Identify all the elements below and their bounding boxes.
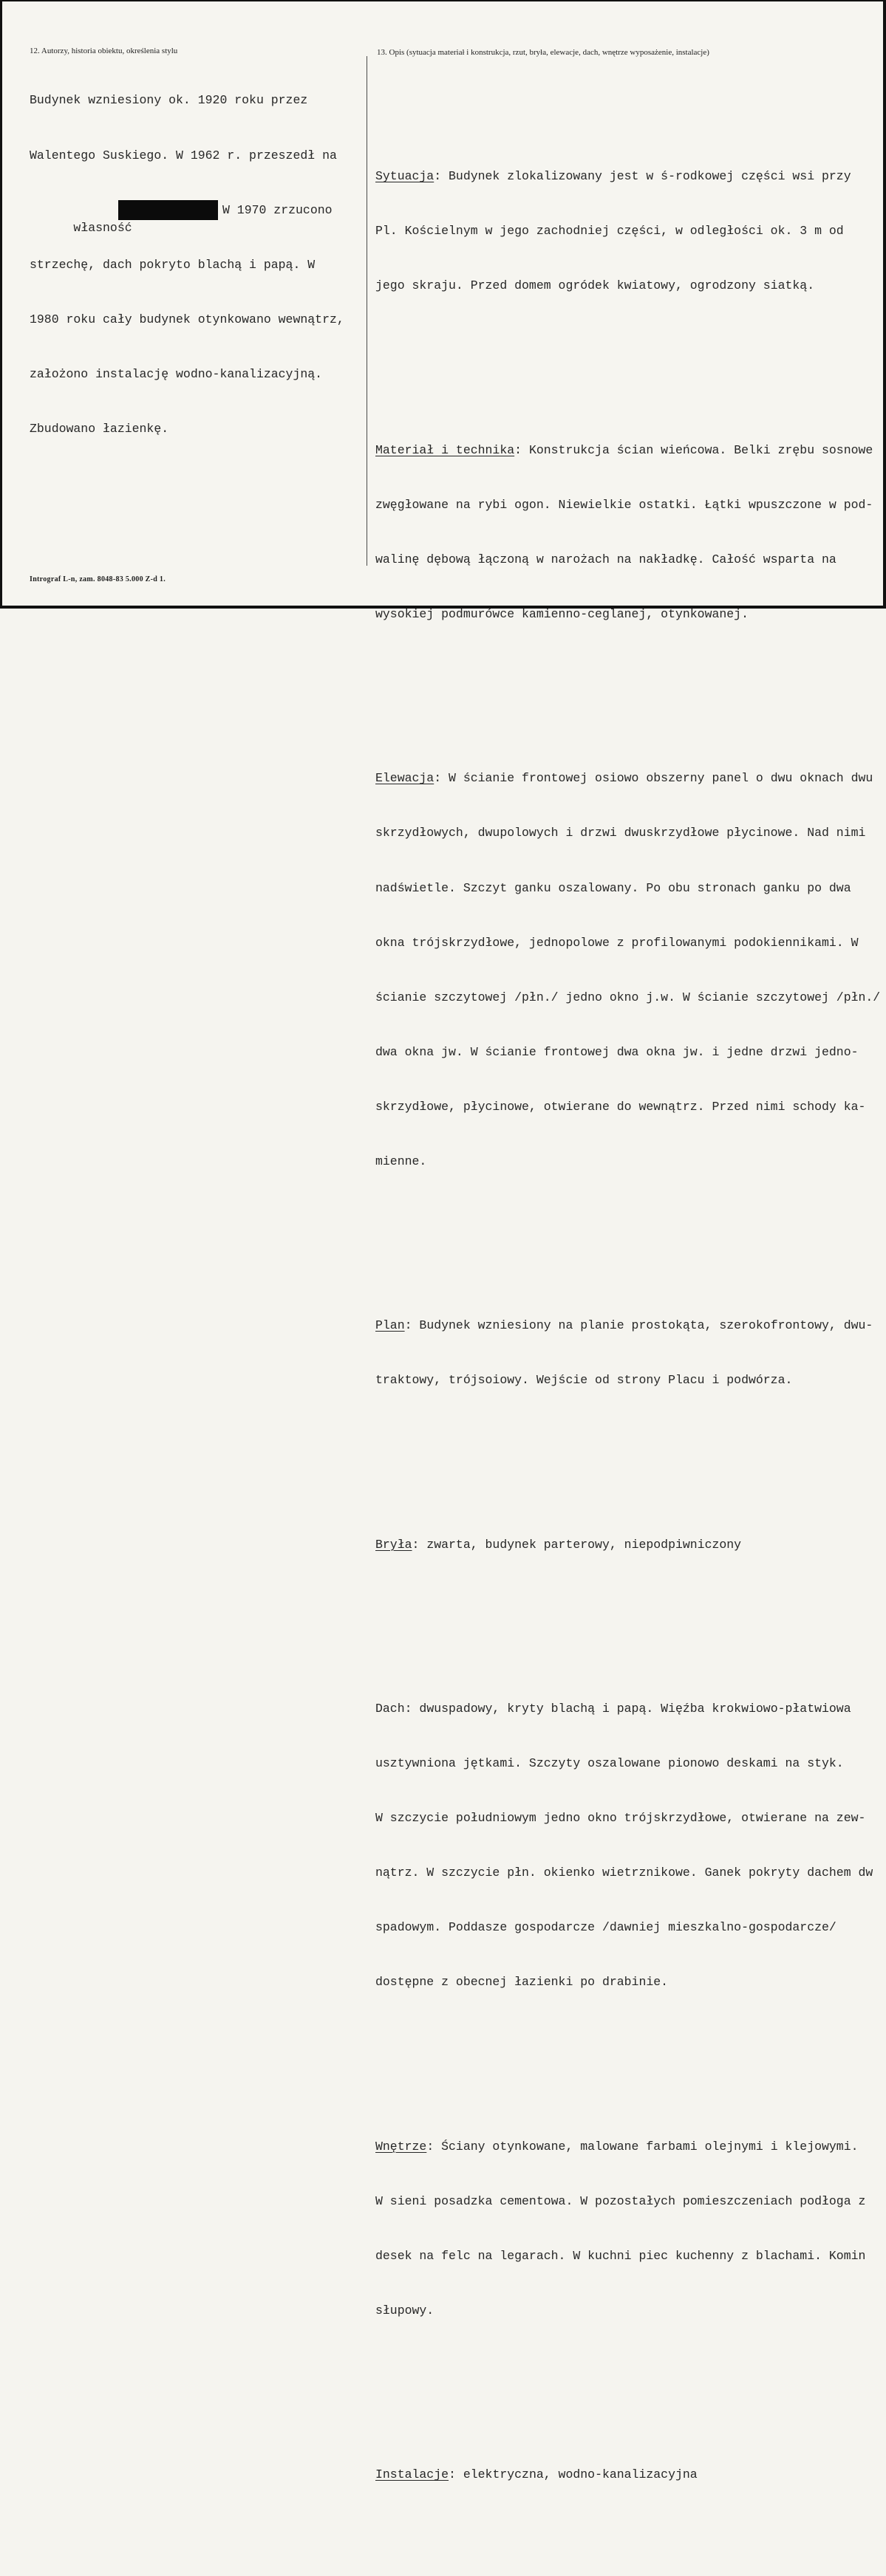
section-text: : Budynek wzniesiony na planie prostokąta, szerokofrontowy, dwu- [404, 1318, 873, 1333]
section-text: : Ściany otynkowane, malowane farbami olejnymi i klejowymi. [426, 2139, 859, 2154]
history-header: 12. Autorzy, historia obiektu, określenia stylu [30, 47, 178, 55]
section-line: W sieni posadzka cementowa. W pozostałych pomieszczeniach podłoga z [375, 2193, 866, 2208]
section-label: Materiał i technika [375, 442, 515, 457]
description-body [375, 58, 882, 2576]
section-line [375, 168, 882, 186]
section-label: Elewacja [375, 771, 435, 786]
history-line: założono instalację wodno-kanalizacyjną. [30, 366, 323, 381]
section-line: Pl. Kościelnym w jego zachodniej części, w odległości ok. 3 m od [375, 224, 844, 239]
section-line: jego skraju. Przed domem ogródek kwiatowy, ogrodzony siatką. [375, 278, 815, 293]
section-sytuacja [375, 131, 882, 332]
history-line: Walentego Suskiego. W 1962 r. przeszedł na [30, 148, 337, 162]
section-line: ścianie szczytowej /płn./ jedno okno j.w. W ścianie szczytowej /płn./ [375, 990, 881, 1004]
section-line [375, 1317, 882, 1335]
section-line: nadświetle. Szczyt ganku oszalowany. Po obu stronach ganku po dwa [375, 880, 851, 895]
section-wnetrze [375, 2101, 882, 2357]
section-line: zwęgłowane na rybi ogon. Niewielkie ostatki. Łątki wpuszczone w pod- [375, 497, 873, 512]
section-line: nątrz. W szczycie płn. okienko wietrznikowe. Ganek pokryty dachem dw [375, 1866, 873, 1880]
printer-imprint: Intrograf L-n, zam. 8048-83 5.000 Z-d 1. [30, 575, 166, 583]
section-line: dostępne z obecnej łazienki po drabinie. [375, 1975, 669, 1990]
section-line: słupowy. [375, 2303, 435, 2318]
section-line: traktowy, trójsoiowy. Wejście od strony Placu i podwórza. [375, 1373, 793, 1388]
section-label: Bryła [375, 1537, 412, 1552]
section-bryla [375, 1499, 882, 1591]
section-text: : W ścianie frontowej osiowo obszerny panel o dwu oknach dwu [434, 771, 873, 786]
section-text: : zwarta, budynek parterowy, niepodpiwniczony [412, 1537, 742, 1552]
history-line: 1980 roku cały budynek otynkowano wewnątrz, [30, 312, 344, 326]
section-line [375, 1700, 882, 1719]
section-line: wysokiej podmurówce kamienno-ceglanej, otynkowanej. [375, 607, 749, 621]
history-body [30, 55, 362, 475]
section-line [375, 1536, 882, 1555]
section-dach [375, 1664, 882, 2029]
history-text-before-redaction: własność [73, 221, 132, 236]
redaction-block [118, 200, 218, 220]
section-line: desek na felc na legarach. W kuchni piec kuchenny z blachami. Komin [375, 2248, 866, 2263]
section-plan [375, 1281, 882, 1427]
description-header: 13. Opis (sytuacja materiał i konstrukcja, rzut, bryła, elewacje, dach, wnętrze wyposażenie, instalacje) [377, 48, 709, 57]
section-line: W szczycie południowym jedno okno trójskrzydłowe, otwierane na zew- [375, 1811, 866, 1826]
section-line: usztywniona jętkami. Szczyty oszalowane pionowo deskami na styk. [375, 1756, 844, 1771]
section-label: Sytuacja [375, 169, 435, 184]
section-label: Dach [375, 1702, 405, 1716]
section-label: Plan [375, 1318, 405, 1333]
section-label: Instalacje [375, 2467, 449, 2482]
section-text: : elektryczna, wodno-kanalizacyjna [449, 2467, 698, 2482]
history-line: Zbudowano łazienkę. [30, 421, 169, 436]
section-text: : dwuspadowy, kryty blachą i papą. Więźba krokwiowo-płatwiowa [404, 1702, 851, 1716]
section-line: spadowym. Poddasze gospodarcze /dawniej mieszkalno-gospodarcze/ [375, 1920, 836, 1935]
section-line [375, 770, 882, 788]
history-text-after-redaction: W 1970 zrzucono [222, 202, 333, 217]
section-label: Wnętrze [375, 2139, 427, 2154]
history-line-redacted [30, 202, 362, 236]
section-line [375, 2138, 882, 2157]
section-elewacja [375, 733, 882, 1208]
section-line [375, 2466, 882, 2484]
section-line: skrzydłowe, płycinowe, otwierane do wewnątrz. Przed nimi schody ka- [375, 1099, 866, 1114]
history-line: strzechę, dach pokryto blachą i papą. W [30, 257, 316, 272]
section-line: mienne. [375, 1154, 427, 1168]
section-line: walinę dębową łączoną w narożach na nakładkę. Całość wsparta na [375, 552, 836, 566]
section-text: : Konstrukcja ścian wieńcowa. Belki zrębu sosnowe [514, 442, 873, 457]
section-line [375, 442, 882, 460]
section-instalacje [375, 2430, 882, 2521]
section-line: skrzydłowych, dwupolowych i drzwi dwuskrzydłowe płycinowe. Nad nimi [375, 826, 866, 840]
history-line: Budynek wzniesiony ok. 1920 roku przez [30, 93, 308, 108]
section-line: dwa okna jw. W ścianie frontowej dwa okna jw. i jedne drzwi jedno- [375, 1044, 859, 1059]
section-text: : Budynek zlokalizowany jest w ś-rodkowej części wsi przy [434, 169, 851, 184]
section-line: okna trójskrzydłowe, jednopolowe z profilowanymi podokiennikami. W [375, 935, 859, 950]
section-material [375, 405, 882, 660]
